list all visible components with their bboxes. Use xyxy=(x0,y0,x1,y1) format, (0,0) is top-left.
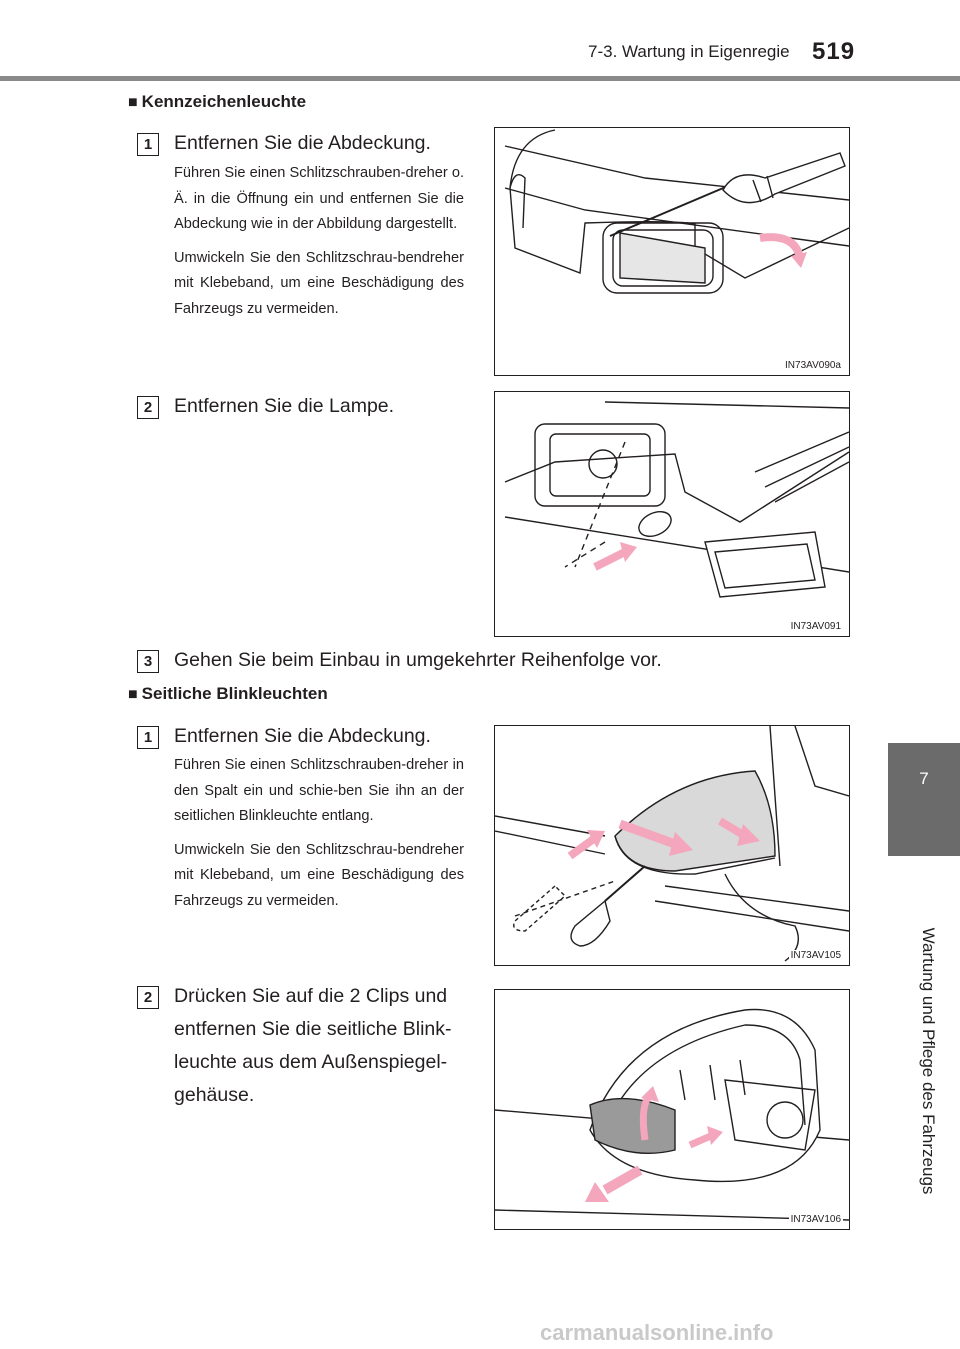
step-title: Entfernen Sie die Abdeckung. xyxy=(174,132,431,154)
illustration-mirror-housing xyxy=(495,990,849,1229)
step-title: Gehen Sie beim Einbau in umgekehrter Reihenfolge vor. xyxy=(174,649,662,671)
step-number: 2 xyxy=(137,396,159,419)
figure-label: IN73AV090a xyxy=(785,360,841,371)
chapter-title: Wartung und Pflege des Fahrzeugs xyxy=(919,927,938,1195)
step-title: Drücken Sie auf die 2 Clips und entfernen Sie die seitliche Blink-leuchte aus dem Außenspiegel-gehäuse. xyxy=(174,985,452,1106)
watermark: carmanualsonline.info xyxy=(540,1320,774,1345)
square-bullet-icon: ■ xyxy=(128,686,138,703)
figure-label: IN73AV091 xyxy=(790,621,841,632)
header-rule xyxy=(0,76,960,81)
square-bullet-icon: ■ xyxy=(128,94,138,111)
illustration-lamp-bulb xyxy=(495,392,849,636)
figure-cover-removal xyxy=(494,127,850,376)
section-title-kennzeichenleuchte: ■ Kennzeichenleuchte xyxy=(128,92,307,111)
figure-side-turn-signal-cover xyxy=(494,725,850,966)
step-paragraph: Führen Sie einen Schlitzschrauben-dreher in den Spalt ein und schie-ben Sie ihn an der seitlichen Blinkleuchte entlang. xyxy=(174,757,464,824)
page-number: 519 xyxy=(812,38,856,65)
chapter-number: 7 xyxy=(919,769,929,788)
header-section-title: 7-3. Wartung in Eigenregie xyxy=(588,42,790,61)
step-body xyxy=(174,753,464,922)
figure-side-turn-signal-clips xyxy=(494,989,850,1230)
step-body xyxy=(174,161,464,330)
step-paragraph: Führen Sie einen Schlitzschrauben-dreher o. Ä. in die Öffnung ein und entfernen Sie die Abdeckung wie in der Abbildung dargestellt. xyxy=(174,165,464,232)
step-paragraph: Umwickeln Sie den Schlitzschrau-bendreher mit Klebeband, um eine Beschädigung des Fahrzeugs zu vermeiden. xyxy=(174,841,464,909)
step-number: 1 xyxy=(137,133,159,156)
step-paragraph: Umwickeln Sie den Schlitzschrau-bendreher mit Klebeband, um eine Beschädigung des Fahrzeugs zu vermeiden. xyxy=(174,249,464,317)
illustration-mirror-screwdriver xyxy=(495,726,849,965)
step-number: 3 xyxy=(137,650,159,673)
figure-label: IN73AV105 xyxy=(790,950,841,961)
chapter-tab[interactable] xyxy=(888,743,960,856)
step-title: Entfernen Sie die Abdeckung. xyxy=(174,725,431,747)
figure-lamp-removal xyxy=(494,391,850,637)
step-number: 1 xyxy=(137,726,159,749)
step-number: 2 xyxy=(137,986,159,1009)
figure-label: IN73AV106 xyxy=(790,1214,841,1225)
illustration-screwdriver-cover xyxy=(495,128,849,375)
section-title-seitliche-blinkleuchten: ■ Seitliche Blinkleuchten xyxy=(128,684,328,703)
step-title: Entfernen Sie die Lampe. xyxy=(174,395,395,417)
